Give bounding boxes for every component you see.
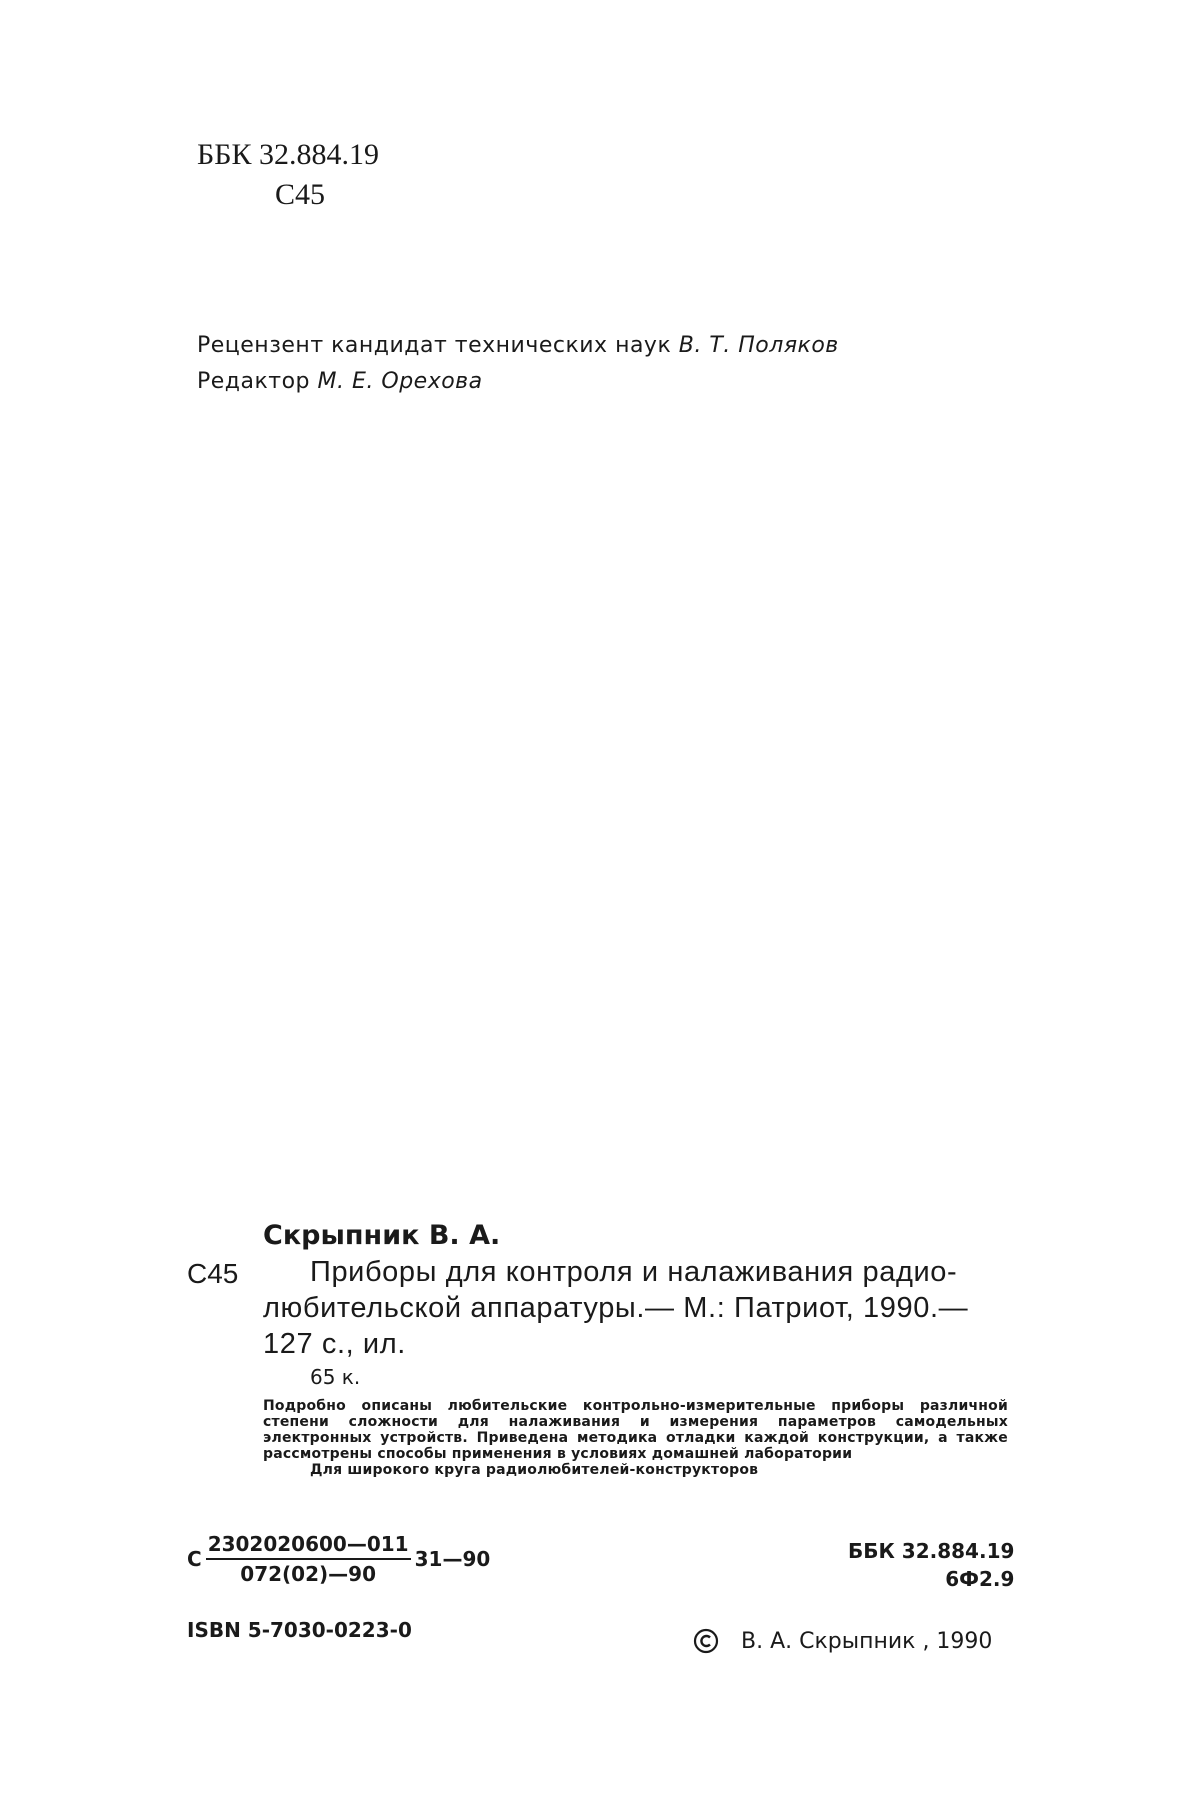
reviewer-line xyxy=(197,328,839,364)
formula-fraction xyxy=(206,1532,411,1586)
formula-prefix: С xyxy=(187,1547,202,1571)
bbk-bottom-sub: 6Ф2.9 xyxy=(945,1567,1015,1591)
editor-prefix: Редактор xyxy=(197,369,311,394)
formula-numerator: 2302020600—011 xyxy=(206,1532,411,1560)
price: 65 к. xyxy=(310,1365,361,1389)
editor-line xyxy=(197,364,839,400)
credits-block xyxy=(197,328,839,400)
bbk-code: ББК 32.884.19 xyxy=(197,138,379,171)
bbk-bottom-code: ББК 32.884.19 xyxy=(848,1539,1015,1563)
catalog-author: Скрыпник В. А. xyxy=(263,1220,501,1251)
reviewer-name: В. Т. Поляков xyxy=(678,333,839,358)
isbn: ISBN 5-7030-0223-0 xyxy=(187,1618,412,1642)
catalog-title xyxy=(263,1254,1010,1362)
title-line-2: любительской аппаратуры.— М.: Патриот, 1990.— xyxy=(263,1292,969,1324)
formula-denominator: 072(02)—90 xyxy=(240,1562,376,1586)
copyright-line xyxy=(693,1628,992,1654)
bbk-top-block xyxy=(197,135,379,215)
annotation-text: Подробно описаны любительские контрольно-измерительные приборы различной степени сложности для налаживания и измерения параметров самодельных электронных устройств. Приведена методика отладки каждой конструкции, а также рассмотрены способы применения в условиях домашней лаборатории xyxy=(263,1398,1008,1462)
copyright-icon xyxy=(693,1628,719,1654)
annotation-block xyxy=(263,1398,1008,1478)
title-line-1: Приборы для контроля и налаживания радио- xyxy=(310,1256,958,1288)
catalog-formula xyxy=(187,1532,490,1586)
title-line-3: 127 с., ил. xyxy=(263,1328,406,1360)
audience-text: Для широкого круга радиолюбителей-конструкторов xyxy=(310,1462,759,1478)
bbk-bottom-block xyxy=(848,1537,1014,1593)
author-sign: С45 xyxy=(275,178,326,211)
copyright-text: В. А. Скрыпник , 1990 xyxy=(741,1628,993,1654)
editor-name: М. Е. Орехова xyxy=(317,369,483,394)
reviewer-prefix: Рецензент кандидат технических наук xyxy=(197,333,672,358)
catalog-sign: С45 xyxy=(187,1258,239,1289)
formula-suffix: 31—90 xyxy=(414,1547,491,1571)
